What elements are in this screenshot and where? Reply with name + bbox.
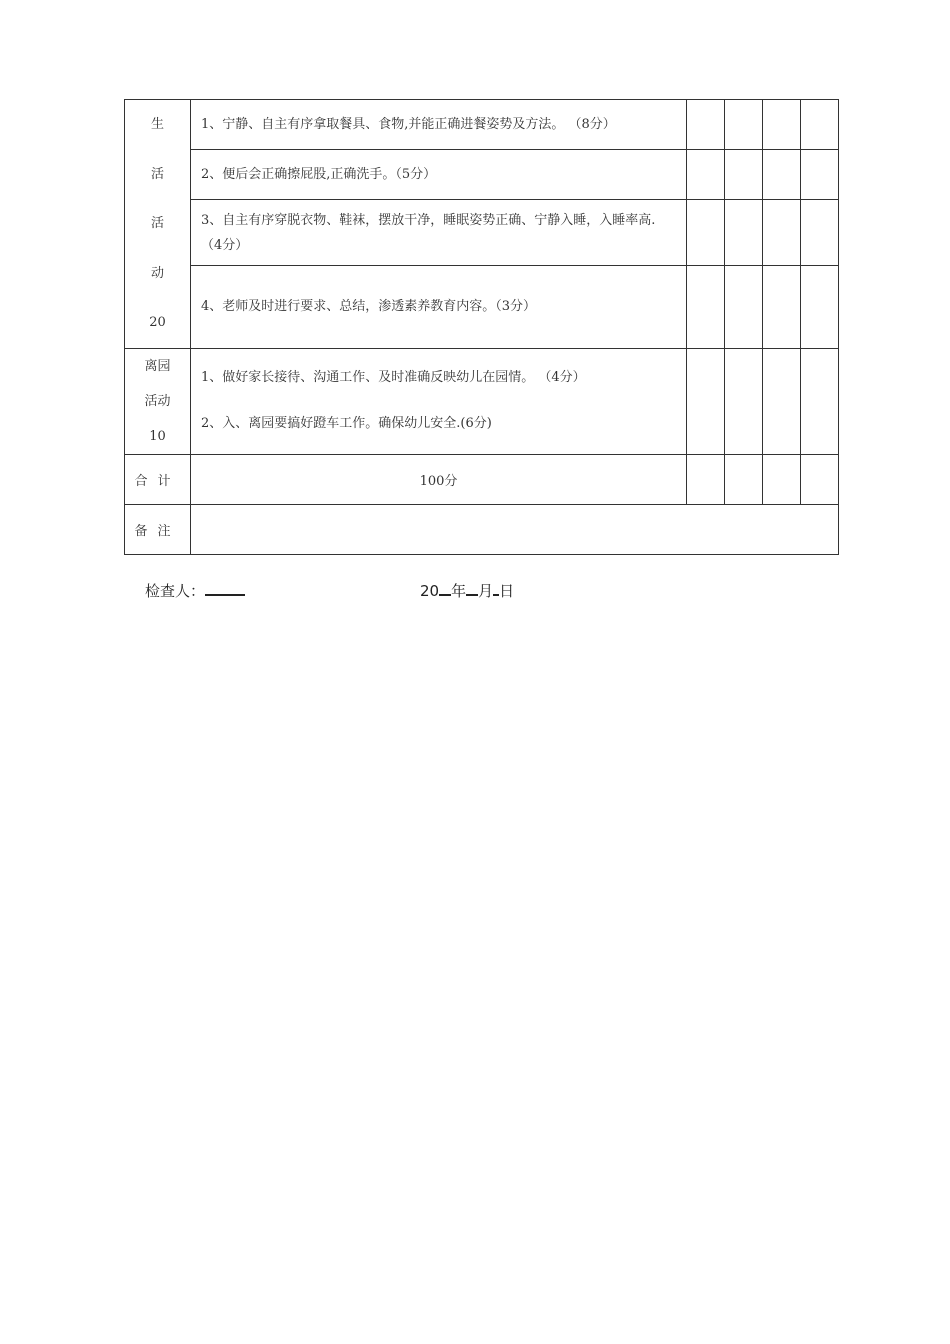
score-cell[interactable] bbox=[763, 348, 801, 454]
score-cell[interactable] bbox=[725, 200, 763, 265]
category-char: 动 bbox=[150, 265, 164, 281]
score-cell[interactable] bbox=[687, 100, 725, 150]
criteria-item: 4、老师及时进行要求、总结，渗透素养教育内容。（3分） bbox=[191, 265, 687, 348]
date-line bbox=[420, 580, 514, 601]
score-cell[interactable] bbox=[801, 265, 839, 348]
category-life bbox=[125, 100, 191, 349]
score-cell[interactable] bbox=[687, 265, 725, 348]
inspector-line bbox=[145, 580, 245, 601]
score-cell[interactable] bbox=[801, 150, 839, 200]
month-blank[interactable] bbox=[466, 580, 478, 596]
inspector-blank[interactable] bbox=[205, 580, 245, 596]
month-label: 月 bbox=[478, 582, 494, 600]
total-value: 100分 bbox=[191, 454, 687, 504]
score-cell[interactable] bbox=[801, 200, 839, 265]
score-cell[interactable] bbox=[687, 200, 725, 265]
score-cell[interactable] bbox=[801, 348, 839, 454]
category-text: 离园 bbox=[144, 358, 171, 374]
table-row bbox=[125, 348, 839, 454]
year-label: 年 bbox=[451, 582, 467, 600]
total-label: 合计 bbox=[125, 454, 191, 504]
score-cell[interactable] bbox=[763, 150, 801, 200]
day-label: 日 bbox=[499, 582, 515, 600]
category-text: 活动 bbox=[144, 393, 171, 409]
table-row bbox=[125, 504, 839, 554]
remarks-field[interactable] bbox=[191, 504, 839, 554]
category-char: 生 bbox=[150, 117, 164, 132]
table-row bbox=[125, 200, 839, 265]
category-score: 10 bbox=[149, 428, 166, 444]
score-cell[interactable] bbox=[687, 454, 725, 504]
score-cell[interactable] bbox=[763, 454, 801, 504]
score-cell[interactable] bbox=[763, 100, 801, 150]
criteria-item: 1、宁静、自主有序拿取餐具、食物,并能正确进餐姿势及方法。 （8分） bbox=[191, 100, 687, 150]
table-row bbox=[125, 100, 839, 150]
remarks-label: 备注 bbox=[125, 504, 191, 554]
criteria-item: 2、入、离园要搞好蹬车工作。确保幼儿安全.(6分) bbox=[201, 416, 492, 432]
criteria-item-group bbox=[191, 348, 687, 454]
score-cell[interactable] bbox=[725, 348, 763, 454]
evaluation-table bbox=[124, 99, 839, 555]
category-leave bbox=[125, 348, 191, 454]
score-cell[interactable] bbox=[725, 150, 763, 200]
category-score: 20 bbox=[149, 315, 166, 331]
score-cell[interactable] bbox=[801, 100, 839, 150]
criteria-item: 2、便后会正确擦屁股,正确洗手。（5分） bbox=[191, 150, 687, 200]
score-cell[interactable] bbox=[725, 454, 763, 504]
score-cell[interactable] bbox=[763, 265, 801, 348]
table-row bbox=[125, 454, 839, 504]
score-cell[interactable] bbox=[725, 100, 763, 150]
score-cell[interactable] bbox=[801, 454, 839, 504]
score-cell[interactable] bbox=[725, 265, 763, 348]
year-blank[interactable] bbox=[439, 580, 451, 596]
score-cell[interactable] bbox=[763, 200, 801, 265]
criteria-item: 1、做好家长接待、沟通工作、及时准确反映幼儿在园情。 （4分） bbox=[201, 370, 586, 386]
table-row bbox=[125, 265, 839, 348]
score-cell[interactable] bbox=[687, 150, 725, 200]
score-cell[interactable] bbox=[687, 348, 725, 454]
category-char: 活 bbox=[150, 166, 164, 182]
criteria-item: 3、自主有序穿脱衣物、鞋袜，摆放干净，睡眠姿势正确、宁静入睡，入睡率高.（4分） bbox=[191, 200, 687, 265]
category-char: 活 bbox=[150, 216, 164, 232]
inspector-label: 检查人： bbox=[145, 582, 206, 600]
table-row bbox=[125, 150, 839, 200]
date-prefix: 20 bbox=[420, 582, 440, 600]
